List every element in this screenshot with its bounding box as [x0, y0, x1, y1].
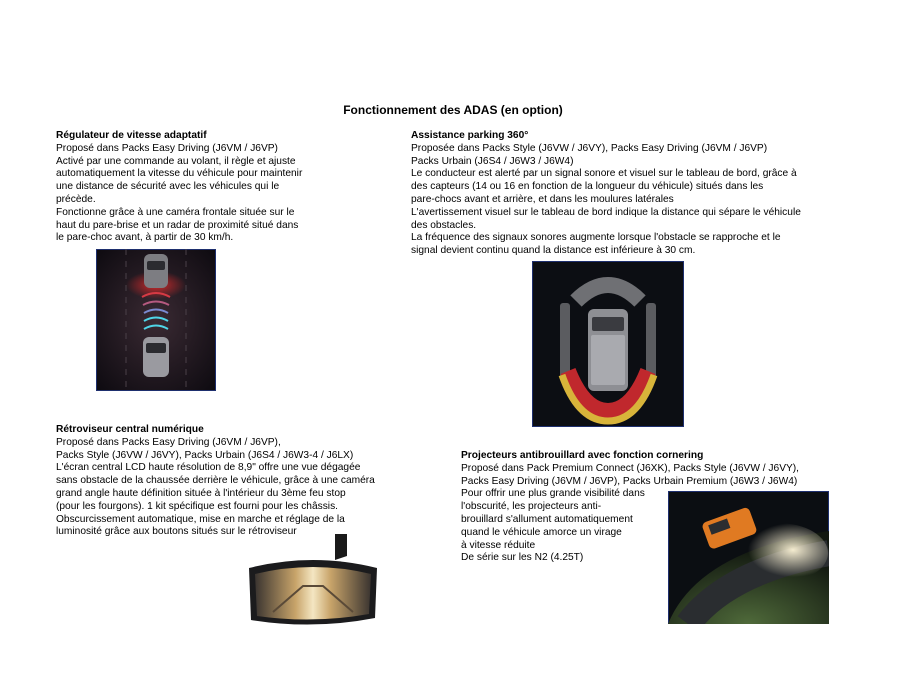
text-line: précède.	[56, 193, 96, 205]
section-adaptive-cruise	[56, 130, 302, 245]
text-line: brouillard s'allument automatiquement	[461, 513, 633, 525]
text-line: des capteurs (14 ou 16 en fonction de la longueur du véhicule) situés dans les	[411, 181, 764, 193]
text-line: haut du pare-brise et un radar de proximité situé dans	[56, 219, 299, 231]
text-line: Pour offrir une plus grande visibilité dans	[461, 488, 645, 500]
text-line: Obscurcissement automatique, mise en marche et réglage de la	[56, 513, 345, 525]
text-line: des obstacles.	[411, 219, 477, 231]
text-line: le pare-choc avant, à partir de 30 km/h.	[56, 232, 234, 244]
text-line: quand le véhicule amorce un virage	[461, 526, 622, 538]
text-line: (pour les fourgons). 1 kit spécifique est fourni pour les châssis.	[56, 500, 338, 512]
text-line: Proposé dans Pack Premium Connect (J6XK), Packs Style (J6VW / J6VY),	[461, 462, 800, 474]
text-line: Activé par une commande au volant, il règle et ajuste	[56, 155, 296, 167]
section-digital-mirror	[56, 424, 375, 539]
text-line: De série sur les N2 (4.25T)	[461, 552, 584, 564]
section-parking-assist	[411, 130, 801, 258]
text-line: L'avertissement visuel sur le tableau de bord indique la distance qui sépare le véhicule	[411, 206, 801, 218]
section-title: Régulateur de vitesse adaptatif	[56, 130, 207, 141]
section-title: Projecteurs antibrouillard avec fonction cornering	[461, 450, 704, 461]
fog-lights-image	[668, 491, 829, 624]
text-line: Proposé dans Packs Easy Driving (J6VM / J6VP)	[56, 142, 278, 154]
page-title: Fonctionnement des ADAS (en option)	[343, 103, 563, 117]
text-line: Packs Style (J6VW / J6VY), Packs Urbain (J6S4 / J6W3-4 / J6LX)	[56, 449, 354, 461]
text-line: Proposé dans Packs Easy Driving (J6VM / J6VP),	[56, 436, 281, 448]
text-line: sans obstacle de la chaussée derrière le véhicule, grâce à une caméra	[56, 475, 375, 487]
text-line: une distance de sécurité avec les véhicules qui le	[56, 181, 280, 193]
parking-assist-image	[532, 261, 684, 427]
text-line: luminosité grâce aux boutons situés sur le rétroviseur	[56, 526, 297, 538]
text-line: l'obscurité, les projecteurs anti-	[461, 501, 602, 513]
text-line: à vitesse réduite	[461, 539, 536, 551]
text-line: pare-chocs avant et arrière, et dans les moulures latérales	[411, 193, 674, 205]
text-line: L'écran central LCD haute résolution de 8,9" offre une vue dégagée	[56, 462, 361, 474]
text-line: Packs Easy Driving (J6VM / J6VP), Packs Urbain Premium (J6W3 / J6W4)	[461, 475, 798, 487]
rearview-mirror-image	[243, 534, 383, 634]
text-line: Fonctionne grâce à une caméra frontale située sur le	[56, 206, 295, 218]
text-line: automatiquement la vitesse du véhicule pour maintenir	[56, 168, 303, 180]
adaptive-cruise-image	[96, 249, 216, 391]
text-line: signal devient continu quand la distance est inférieure à 30 cm.	[411, 245, 696, 257]
text-line: Packs Urbain (J6S4 / J6W3 / J6W4)	[411, 155, 574, 167]
section-title: Assistance parking 360°	[411, 130, 529, 141]
text-line: grand angle haute définition située à l'intérieur du 3ème feu stop	[56, 487, 346, 499]
section-title: Rétroviseur central numérique	[56, 424, 204, 435]
text-line: Le conducteur est alerté par un signal sonore et visuel sur le tableau de bord, grâce à	[411, 168, 797, 180]
text-line: Proposée dans Packs Style (J6VW / J6VY), Packs Easy Driving (J6VM / J6VP)	[411, 142, 768, 154]
text-line: La fréquence des signaux sonores augmente lorsque l'obstacle se rapproche et le	[411, 232, 781, 244]
